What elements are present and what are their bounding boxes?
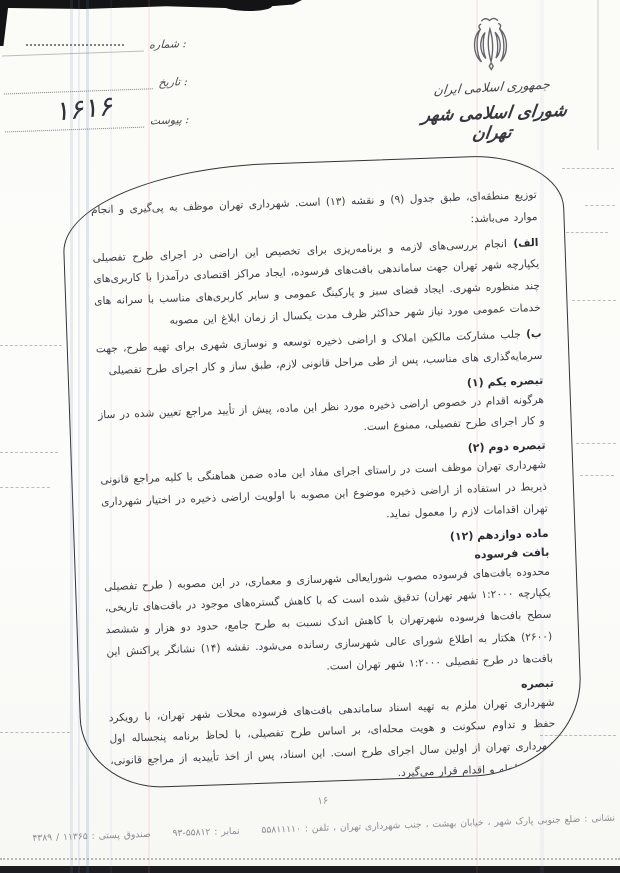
document-paragraph — [108, 692, 557, 790]
footer-fax: ۵۵۸۱۲-۹۳ — [172, 826, 211, 840]
document-paragraph — [92, 233, 541, 336]
document-frame — [61, 153, 584, 790]
paragraph-text: محدوده بافت‌های فرسوده مصوب شورایعالی شهرسازی و معماری، در این مصوبه ( طرح تفصیلی یکپارچه ۱:۲۰۰۰ شهر تهران) تدقیق شده است که با کاهش گستره‌های موجود در بافت‌های تاریخی، سطح بافت‌ها فرسوده شهرتهران با کاهش اندک نسبت به طرح جامع، حدود دو هزار و ششصد (۲۶۰۰) هکتار به اطلاع شورای عالی شهرسازی رسانده می‌شود. نقشه (۱۴) نشانگر پراکنش این بافت‌ها در طرح تفصیلی ۱:۲۰۰۰ شهر تهران است. — [103, 565, 554, 673]
field-date — [3, 72, 187, 94]
attachment-label: پیوست : — [149, 113, 190, 128]
paragraph-lead: الف) — [513, 236, 539, 250]
footer-fax-label: نمابر : — [214, 825, 240, 838]
paragraph-text: جلب مشارکت مالکین املاک و اراضی ذخیره توسعه و نوسازی شهری برای تهیه طرح، جهت سرمایه‌گذاری های مناسب، پس از طی مراحل قانونی لازم، طبق ساز و کار اجرای طرح تفصیلی — [95, 328, 543, 377]
number-label: شماره : — [148, 37, 187, 52]
section-heading: ماده دوازدهم (۱۲) — [449, 526, 549, 543]
number-dotted-line — [2, 40, 143, 57]
field-number — [2, 34, 186, 56]
paragraph-text: انجام بررسی‌های لازمه و برنامه‌ریزی برای تخصیص این اراضی در اجرای طرح تفصیلی یکپارچه شهر تهران جهت ساماندهی بافت‌های فرسوده، ایجاد مراکز اقتصادی درآمدزا با کاربری‌های چند منظوره شهری. ایجاد فضای سبز و پارکینگ عمومی و سایر کاربری‌های مناسب با سرانه های خدمات عمومی مورد نیاز شهر حداکثر ظرف مدت یکسال از زمان ابلاغ این مصوبه — [92, 237, 541, 327]
document-paragraph — [104, 561, 554, 686]
paragraph-text: شهرداری تهران موظف است در راستای اجرای مفاد این ماده ضمن هماهنگی با کلیه مراجع قانونی ذیربط در استفاده از اراضی ذخیره موضوع این مصوبه با اولویت اراضی ذخیره در اختیار شهرداری تهران اقدامات لازم را معمول نماید. — [100, 458, 548, 521]
footer-address-line — [18, 812, 620, 844]
org-name-council: شورای اسلامی شهر تهران — [420, 100, 569, 145]
org-name-country: جمهوری اسلامی ایران — [433, 76, 551, 98]
paragraph-text: هرگونه اقدام در خصوص اراضی ذخیره مورد نظر این ماده، پیش از تأیید مراجع تعیین شده در ساز و کار اجرای طرح تفصیلی، ممنوع است. — [97, 393, 545, 434]
attachment-handwritten-value: ۱۶۱۶ — [54, 90, 116, 128]
document-paragraph — [100, 455, 548, 536]
paragraph-lead: ب) — [525, 327, 542, 341]
date-label: تاریخ : — [158, 75, 189, 90]
section-heading: بافت فرسوده — [474, 545, 550, 561]
header-fields — [2, 34, 190, 154]
footer-pobox: ۱۱۳۶۵ / ۴۳۸۹ — [32, 831, 88, 844]
iran-emblem-icon — [460, 14, 520, 78]
footer-address: نشانی : ضلع جنوبی پارک شهر ، خیابان بهشت ، جنب شهرداری تهران ، — [332, 812, 616, 834]
footer-phone: ۵۵۸۱۱۱۱۰ — [261, 823, 302, 836]
footer-pobox-label: صندوق پستی : — [91, 828, 151, 842]
document-body — [91, 185, 557, 790]
section-heading: تبصره — [520, 676, 554, 691]
section-heading: تبصره یکم (۱) — [466, 373, 544, 389]
section-heading: تبصره دوم (۲) — [467, 438, 546, 455]
date-dotted-line — [3, 77, 152, 94]
footer-phone-label: تلفن : — [304, 822, 330, 835]
header-organization — [399, 12, 583, 146]
paragraph-text: شهرداری تهران ملزم به تهیه اسناد ساماندهی بافت‌های فرسوده محلات شهر تهران، با رویکرد حفظ و تداوم سکونت و هویت محله‌ای، بر اساس طرح تفصیلی، با لحاظ برنامه پنجساله اول شهرداری تهران از اولین سال اجرای طرح است. این اسناد، پس از اخذ تأییدیه از مراجع قانونی، مبنای مداخله و اقدام قرار می‌گیرد. — [108, 696, 557, 780]
page-number: ۱۶ — [317, 795, 329, 807]
paragraph-text: توزیع منطقه‌ای، طبق جدول (۹) و نقشه (۱۳) است. شهرداری تهران موظف به پی‌گیری و انجام موارد می‌باشد: — [90, 188, 538, 226]
